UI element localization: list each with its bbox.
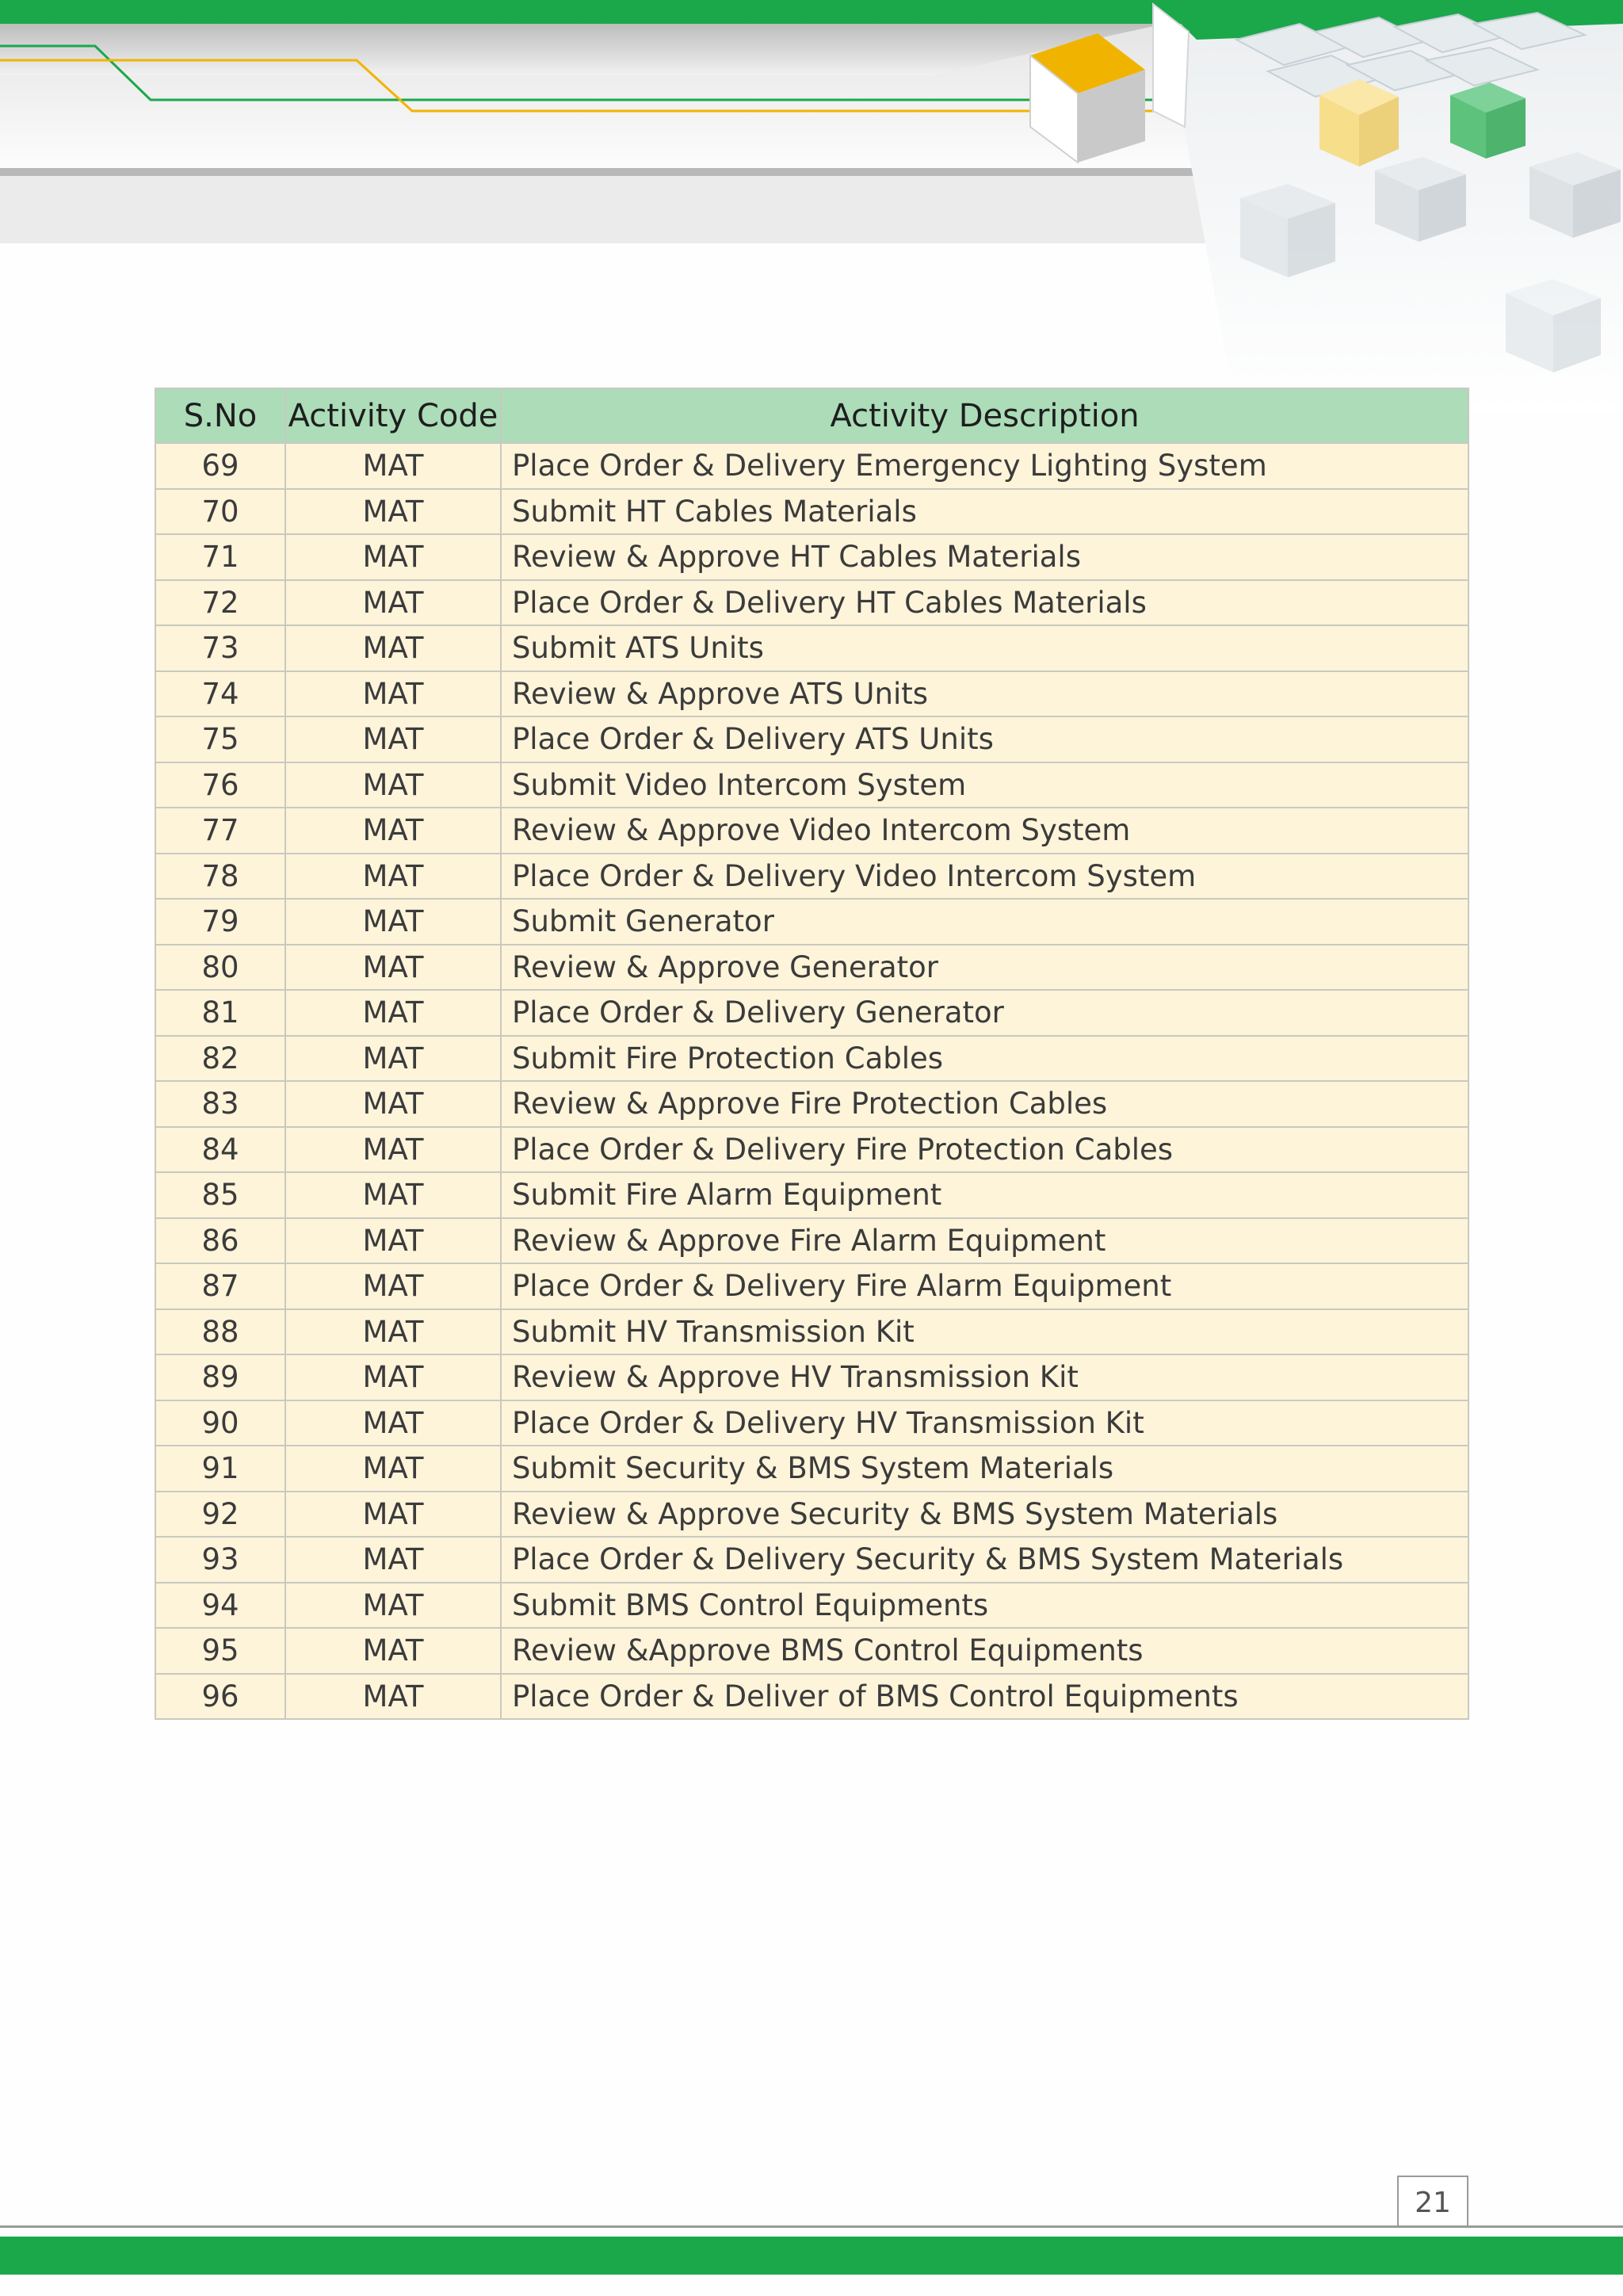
cell-activity-code: MAT [285,443,501,489]
cell-activity-description: Review & Approve Generator [501,945,1468,991]
cell-activity-code: MAT [285,945,501,991]
cell-sno: 81 [155,990,285,1036]
header-banner [0,0,1623,412]
table-row [155,1263,1468,1309]
table-row [155,1172,1468,1218]
cell-sno: 85 [155,1172,285,1218]
cell-sno: 92 [155,1492,285,1538]
cell-sno: 77 [155,808,285,854]
cell-activity-description: Place Order & Delivery Fire Protection Cables [501,1127,1468,1173]
cell-activity-code: MAT [285,1492,501,1538]
cell-sno: 87 [155,1263,285,1309]
table-header [155,388,1468,443]
cell-activity-description: Submit Generator [501,899,1468,945]
cell-sno: 71 [155,534,285,580]
cell-activity-code: MAT [285,1218,501,1264]
cell-activity-description: Review & Approve Security & BMS System Materials [501,1492,1468,1538]
cell-activity-code: MAT [285,1081,501,1127]
table-row [155,990,1468,1036]
cell-activity-code: MAT [285,1537,501,1583]
page-number: 21 [1397,2176,1468,2228]
table-row [155,1309,1468,1355]
cell-sno: 73 [155,625,285,671]
cell-activity-description: Submit HV Transmission Kit [501,1309,1468,1355]
cell-activity-code: MAT [285,1036,501,1082]
table-row [155,1583,1468,1629]
cell-activity-code: MAT [285,762,501,808]
cell-sno: 88 [155,1309,285,1355]
activity-table [155,388,1469,1720]
table-row [155,716,1468,762]
cell-sno: 76 [155,762,285,808]
table-row [155,1036,1468,1082]
table-row [155,762,1468,808]
cell-activity-code: MAT [285,1674,501,1720]
table-row [155,1492,1468,1538]
cell-activity-code: MAT [285,1172,501,1218]
cell-activity-description: Review & Approve HV Transmission Kit [501,1354,1468,1400]
table-row [155,625,1468,671]
cell-activity-description: Review & Approve Fire Alarm Equipment [501,1218,1468,1264]
table-row [155,1537,1468,1583]
cell-sno: 83 [155,1081,285,1127]
cell-activity-code: MAT [285,1354,501,1400]
cell-activity-description: Review &Approve BMS Control Equipments [501,1628,1468,1674]
header-decoration-graphic [0,0,1623,412]
cell-activity-code: MAT [285,1309,501,1355]
cell-activity-description: Place Order & Delivery Generator [501,990,1468,1036]
cell-activity-description: Review & Approve HT Cables Materials [501,534,1468,580]
cell-sno: 78 [155,854,285,900]
cell-activity-description: Place Order & Delivery Fire Alarm Equipment [501,1263,1468,1309]
cell-sno: 86 [155,1218,285,1264]
column-header-activity-code: Activity Code [285,388,501,443]
table-row [155,534,1468,580]
cell-activity-description: Place Order & Deliver of BMS Control Equipments [501,1674,1468,1720]
cell-activity-code: MAT [285,1583,501,1629]
table-body [155,443,1468,1719]
footer-bar [0,2237,1623,2275]
cell-sno: 93 [155,1537,285,1583]
cell-activity-description: Place Order & Delivery Emergency Lighting System [501,443,1468,489]
cell-activity-description: Review & Approve ATS Units [501,671,1468,717]
cell-activity-description: Submit Video Intercom System [501,762,1468,808]
cell-activity-code: MAT [285,1127,501,1173]
cell-activity-description: Submit Fire Alarm Equipment [501,1172,1468,1218]
cell-activity-description: Review & Approve Fire Protection Cables [501,1081,1468,1127]
cell-sno: 69 [155,443,285,489]
footer-rule [0,2225,1623,2228]
table-row [155,808,1468,854]
cell-sno: 95 [155,1628,285,1674]
cell-sno: 82 [155,1036,285,1082]
cell-activity-description: Submit HT Cables Materials [501,489,1468,535]
cell-activity-description: Place Order & Delivery ATS Units [501,716,1468,762]
table-row [155,671,1468,717]
cell-activity-code: MAT [285,1263,501,1309]
column-header-activity-description: Activity Description [501,388,1468,443]
table-row [155,1400,1468,1446]
cell-activity-description: Review & Approve Video Intercom System [501,808,1468,854]
cell-sno: 72 [155,580,285,626]
table-row [155,899,1468,945]
table-row [155,1127,1468,1173]
cell-sno: 75 [155,716,285,762]
cell-sno: 96 [155,1674,285,1720]
cell-activity-description: Place Order & Delivery Security & BMS System Materials [501,1537,1468,1583]
cell-activity-code: MAT [285,625,501,671]
cell-sno: 91 [155,1446,285,1492]
cell-sno: 94 [155,1583,285,1629]
cell-activity-code: MAT [285,808,501,854]
cell-sno: 70 [155,489,285,535]
cell-activity-code: MAT [285,1446,501,1492]
cell-activity-code: MAT [285,671,501,717]
cell-activity-description: Submit Security & BMS System Materials [501,1446,1468,1492]
cell-activity-code: MAT [285,716,501,762]
cell-activity-description: Place Order & Delivery HV Transmission Kit [501,1400,1468,1446]
table-row [155,1218,1468,1264]
cell-activity-description: Place Order & Delivery HT Cables Materials [501,580,1468,626]
table-row [155,945,1468,991]
cell-activity-description: Place Order & Delivery Video Intercom System [501,854,1468,900]
cell-activity-code: MAT [285,1628,501,1674]
table-header-row [155,388,1468,443]
cell-activity-description: Submit Fire Protection Cables [501,1036,1468,1082]
table-row [155,1628,1468,1674]
cell-activity-description: Submit ATS Units [501,625,1468,671]
table-row [155,1674,1468,1720]
table-row [155,489,1468,535]
table-row [155,1081,1468,1127]
cell-activity-code: MAT [285,990,501,1036]
cell-activity-code: MAT [285,854,501,900]
table-row [155,580,1468,626]
cell-activity-code: MAT [285,1400,501,1446]
cell-activity-description: Submit BMS Control Equipments [501,1583,1468,1629]
cell-activity-code: MAT [285,534,501,580]
cell-sno: 80 [155,945,285,991]
table-row [155,1354,1468,1400]
table-row [155,443,1468,489]
cell-activity-code: MAT [285,489,501,535]
cell-sno: 84 [155,1127,285,1173]
cell-sno: 90 [155,1400,285,1446]
activity-table-container [155,388,1468,1720]
cell-sno: 79 [155,899,285,945]
cell-activity-code: MAT [285,580,501,626]
table-row [155,1446,1468,1492]
cell-sno: 74 [155,671,285,717]
cell-sno: 89 [155,1354,285,1400]
cell-activity-code: MAT [285,899,501,945]
table-row [155,854,1468,900]
column-header-sno: S.No [155,388,285,443]
